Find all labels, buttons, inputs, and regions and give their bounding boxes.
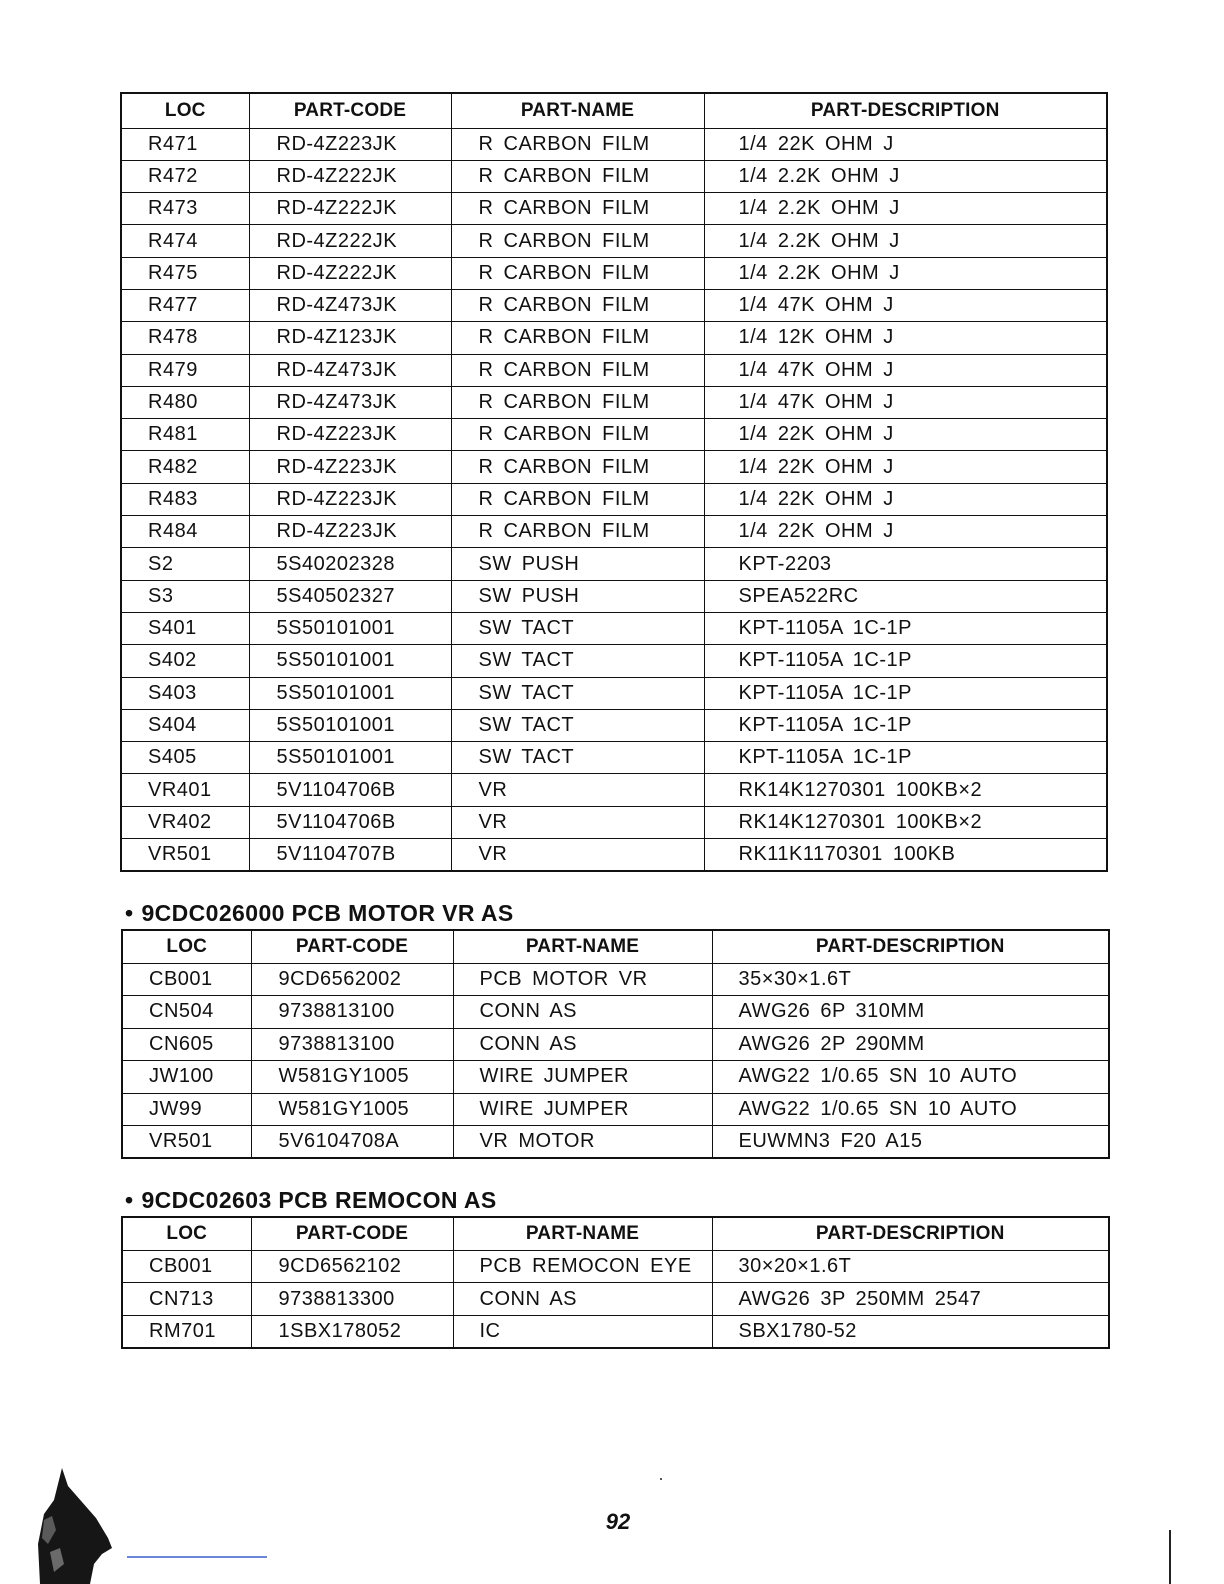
part-code-cell: 5S50101001 (249, 709, 451, 741)
part-code-cell: 9738813100 (251, 996, 453, 1029)
part-name-cell: R CARBON FILM (451, 193, 704, 225)
table-row (121, 516, 1107, 548)
part-description-cell: AWG26 6P 310MM (712, 996, 1109, 1029)
table-row (122, 1061, 1109, 1094)
scan-artifact-edge (1169, 1530, 1171, 1584)
part-name-cell: SW TACT (451, 645, 704, 677)
part-code-cell: RD-4Z123JK (249, 322, 451, 354)
table-row (122, 1315, 1109, 1348)
part-code-cell: 5S50101001 (249, 742, 451, 774)
part-code-cell: RD-4Z222JK (249, 160, 451, 192)
loc-cell: S2 (121, 548, 249, 580)
loc-cell: VR401 (121, 774, 249, 806)
part-description-cell: 1/4 22K OHM J (704, 451, 1107, 483)
part-name-cell: R CARBON FILM (451, 160, 704, 192)
part-description-cell: 1/4 47K OHM J (704, 386, 1107, 418)
part-code-cell: 5V1104707B (249, 839, 451, 871)
part-description-cell: RK14K1270301 100KB×2 (704, 774, 1107, 806)
part-code-cell: RD-4Z222JK (249, 225, 451, 257)
table-row (121, 709, 1107, 741)
part-description-cell: KPT-1105A 1C-1P (704, 709, 1107, 741)
part-code-cell: RD-4Z473JK (249, 354, 451, 386)
part-code-cell: RD-4Z473JK (249, 289, 451, 321)
loc-header: LOC (121, 93, 249, 128)
part-name-cell: VR (451, 806, 704, 838)
part-description-cell: 1/4 2.2K OHM J (704, 225, 1107, 257)
part-description-cell: 35×30×1.6T (712, 963, 1109, 996)
part-name-cell: PCB MOTOR VR (453, 963, 712, 996)
part-description-cell: KPT-2203 (704, 548, 1107, 580)
part-description-cell: 1/4 22K OHM J (704, 128, 1107, 160)
section-heading-text: 9CDC02603 PCB REMOCON AS (141, 1187, 497, 1213)
part-name-cell: PCB REMOCON EYE (453, 1250, 712, 1283)
loc-cell: R478 (121, 322, 249, 354)
part-description-cell: SPEA522RC (704, 580, 1107, 612)
part-code-cell: RD-4Z223JK (249, 483, 451, 515)
part-name-cell: IC (453, 1315, 712, 1348)
table-row (121, 451, 1107, 483)
part-description-cell: 1/4 2.2K OHM J (704, 160, 1107, 192)
part-description-cell: KPT-1105A 1C-1P (704, 742, 1107, 774)
part-name-cell: R CARBON FILM (451, 419, 704, 451)
loc-cell: CB001 (122, 1250, 251, 1283)
part-description-header: PART-DESCRIPTION (712, 1217, 1109, 1250)
table-row (121, 677, 1107, 709)
part-name-cell: R CARBON FILM (451, 451, 704, 483)
table-row (121, 839, 1107, 871)
page-number: 92 (605, 1509, 631, 1534)
loc-cell: R480 (121, 386, 249, 418)
scan-artifact-line (127, 1556, 267, 1558)
part-code-cell: 9CD6562002 (251, 963, 453, 996)
part-code-cell: W581GY1005 (251, 1061, 453, 1094)
part-code-cell: RD-4Z222JK (249, 193, 451, 225)
part-description-cell: AWG22 1/0.65 SN 10 AUTO (712, 1061, 1109, 1094)
part-name-cell: WIRE JUMPER (453, 1061, 712, 1094)
part-name-cell: SW TACT (451, 709, 704, 741)
loc-cell: R481 (121, 419, 249, 451)
part-description-cell: 1/4 2.2K OHM J (704, 193, 1107, 225)
table-row (121, 257, 1107, 289)
loc-header: LOC (122, 930, 251, 963)
table-row (122, 996, 1109, 1029)
part-description-cell: 1/4 22K OHM J (704, 419, 1107, 451)
part-code-cell: 9738813300 (251, 1283, 453, 1316)
part-code-cell: RD-4Z223JK (249, 419, 451, 451)
part-code-cell: RD-4Z222JK (249, 257, 451, 289)
part-code-cell: 9738813100 (251, 1028, 453, 1061)
loc-cell: S401 (121, 612, 249, 644)
loc-cell: CN713 (122, 1283, 251, 1316)
table-row (121, 806, 1107, 838)
loc-cell: S3 (121, 580, 249, 612)
part-name-cell: VR (451, 839, 704, 871)
part-name-header: PART-NAME (453, 1217, 712, 1250)
part-code-header: PART-CODE (249, 93, 451, 128)
table-row (122, 1250, 1109, 1283)
part-name-cell: SW PUSH (451, 548, 704, 580)
table-row (122, 963, 1109, 996)
part-code-cell: RD-4Z223JK (249, 451, 451, 483)
loc-cell: R475 (121, 257, 249, 289)
part-description-cell: 1/4 47K OHM J (704, 289, 1107, 321)
part-code-cell: 5S50101001 (249, 645, 451, 677)
loc-cell: CN504 (122, 996, 251, 1029)
part-name-cell: SW TACT (451, 742, 704, 774)
loc-cell: R471 (121, 128, 249, 160)
table-row (121, 645, 1107, 677)
table-row (121, 419, 1107, 451)
part-code-cell: 9CD6562102 (251, 1250, 453, 1283)
part-name-cell: CONN AS (453, 996, 712, 1029)
part-description-cell: SBX1780-52 (712, 1315, 1109, 1348)
part-description-cell: KPT-1105A 1C-1P (704, 612, 1107, 644)
part-name-cell: WIRE JUMPER (453, 1093, 712, 1126)
loc-cell: JW99 (122, 1093, 251, 1126)
loc-cell: RM701 (122, 1315, 251, 1348)
table-row (122, 1126, 1109, 1159)
part-description-cell: RK11K1170301 100KB (704, 839, 1107, 871)
loc-header: LOC (122, 1217, 251, 1250)
part-description-cell: KPT-1105A 1C-1P (704, 677, 1107, 709)
scan-artifact-dot (660, 1478, 662, 1480)
table-header-row (122, 930, 1109, 963)
loc-cell: R474 (121, 225, 249, 257)
table-row (121, 128, 1107, 160)
section-heading-text: 9CDC026000 PCB MOTOR VR AS (141, 900, 514, 926)
part-name-cell: R CARBON FILM (451, 225, 704, 257)
table-row (121, 774, 1107, 806)
table-row (122, 1028, 1109, 1061)
table-row (122, 1283, 1109, 1316)
part-code-cell: 5S40502327 (249, 580, 451, 612)
part-code-cell: 5S50101001 (249, 612, 451, 644)
bullet-icon: • (125, 1187, 134, 1213)
part-code-header: PART-CODE (251, 930, 453, 963)
loc-cell: R482 (121, 451, 249, 483)
part-name-cell: R CARBON FILM (451, 322, 704, 354)
part-code-cell: RD-4Z223JK (249, 128, 451, 160)
part-description-cell: 1/4 22K OHM J (704, 516, 1107, 548)
parts-table-pcb-motor-vr (121, 929, 1110, 1159)
part-code-cell: 1SBX178052 (251, 1315, 453, 1348)
part-code-cell: 5S50101001 (249, 677, 451, 709)
table-row (121, 160, 1107, 192)
part-code-cell: W581GY1005 (251, 1093, 453, 1126)
table-header-row (121, 93, 1107, 128)
part-description-cell: KPT-1105A 1C-1P (704, 645, 1107, 677)
part-name-cell: CONN AS (453, 1028, 712, 1061)
loc-cell: S404 (121, 709, 249, 741)
part-description-cell: AWG26 3P 250MM 2547 (712, 1283, 1109, 1316)
part-code-cell: 5S40202328 (249, 548, 451, 580)
part-name-header: PART-NAME (451, 93, 704, 128)
part-code-cell: 5V6104708A (251, 1126, 453, 1159)
part-code-cell: 5V1104706B (249, 774, 451, 806)
part-description-cell: 1/4 22K OHM J (704, 483, 1107, 515)
part-code-cell: RD-4Z223JK (249, 516, 451, 548)
part-name-cell: R CARBON FILM (451, 128, 704, 160)
part-description-cell: AWG26 2P 290MM (712, 1028, 1109, 1061)
table-row (121, 742, 1107, 774)
loc-cell: S402 (121, 645, 249, 677)
loc-cell: R473 (121, 193, 249, 225)
part-code-header: PART-CODE (251, 1217, 453, 1250)
part-description-cell: 1/4 2.2K OHM J (704, 257, 1107, 289)
table-row (122, 1093, 1109, 1126)
part-description-cell: AWG22 1/0.65 SN 10 AUTO (712, 1093, 1109, 1126)
part-name-cell: R CARBON FILM (451, 354, 704, 386)
part-name-cell: R CARBON FILM (451, 289, 704, 321)
loc-cell: VR501 (121, 839, 249, 871)
part-name-cell: SW TACT (451, 612, 704, 644)
part-description-header: PART-DESCRIPTION (704, 93, 1107, 128)
part-name-cell: CONN AS (453, 1283, 712, 1316)
part-code-cell: 5V1104706B (249, 806, 451, 838)
bullet-icon: • (125, 900, 134, 926)
part-name-cell: R CARBON FILM (451, 483, 704, 515)
table-row (121, 386, 1107, 418)
loc-cell: VR402 (121, 806, 249, 838)
part-description-cell: 30×20×1.6T (712, 1250, 1109, 1283)
part-name-cell: SW TACT (451, 677, 704, 709)
section-heading-pcb-remocon (125, 1186, 497, 1214)
loc-cell: R484 (121, 516, 249, 548)
part-description-header: PART-DESCRIPTION (712, 930, 1109, 963)
table-row (121, 354, 1107, 386)
loc-cell: R477 (121, 289, 249, 321)
part-name-cell: SW PUSH (451, 580, 704, 612)
table-row (121, 322, 1107, 354)
scan-artifact-blob (30, 1460, 130, 1584)
section-heading-pcb-motor-vr (125, 899, 514, 927)
part-description-cell: RK14K1270301 100KB×2 (704, 806, 1107, 838)
table-row (121, 225, 1107, 257)
loc-cell: R472 (121, 160, 249, 192)
table-row (121, 483, 1107, 515)
parts-table-pcb-remocon (121, 1216, 1110, 1349)
part-name-cell: VR MOTOR (453, 1126, 712, 1159)
loc-cell: VR501 (122, 1126, 251, 1159)
part-name-cell: R CARBON FILM (451, 257, 704, 289)
part-name-cell: R CARBON FILM (451, 516, 704, 548)
loc-cell: JW100 (122, 1061, 251, 1094)
part-name-header: PART-NAME (453, 930, 712, 963)
part-name-cell: R CARBON FILM (451, 386, 704, 418)
part-description-cell: 1/4 12K OHM J (704, 322, 1107, 354)
loc-cell: CB001 (122, 963, 251, 996)
loc-cell: R479 (121, 354, 249, 386)
table-row (121, 548, 1107, 580)
parts-table-main (120, 92, 1108, 872)
loc-cell: R483 (121, 483, 249, 515)
part-description-cell: 1/4 47K OHM J (704, 354, 1107, 386)
table-row (121, 580, 1107, 612)
table-row (121, 289, 1107, 321)
loc-cell: S403 (121, 677, 249, 709)
table-row (121, 193, 1107, 225)
loc-cell: S405 (121, 742, 249, 774)
part-description-cell: EUWMN3 F20 A15 (712, 1126, 1109, 1159)
part-code-cell: RD-4Z473JK (249, 386, 451, 418)
loc-cell: CN605 (122, 1028, 251, 1061)
table-row (121, 612, 1107, 644)
part-name-cell: VR (451, 774, 704, 806)
table-header-row (122, 1217, 1109, 1250)
